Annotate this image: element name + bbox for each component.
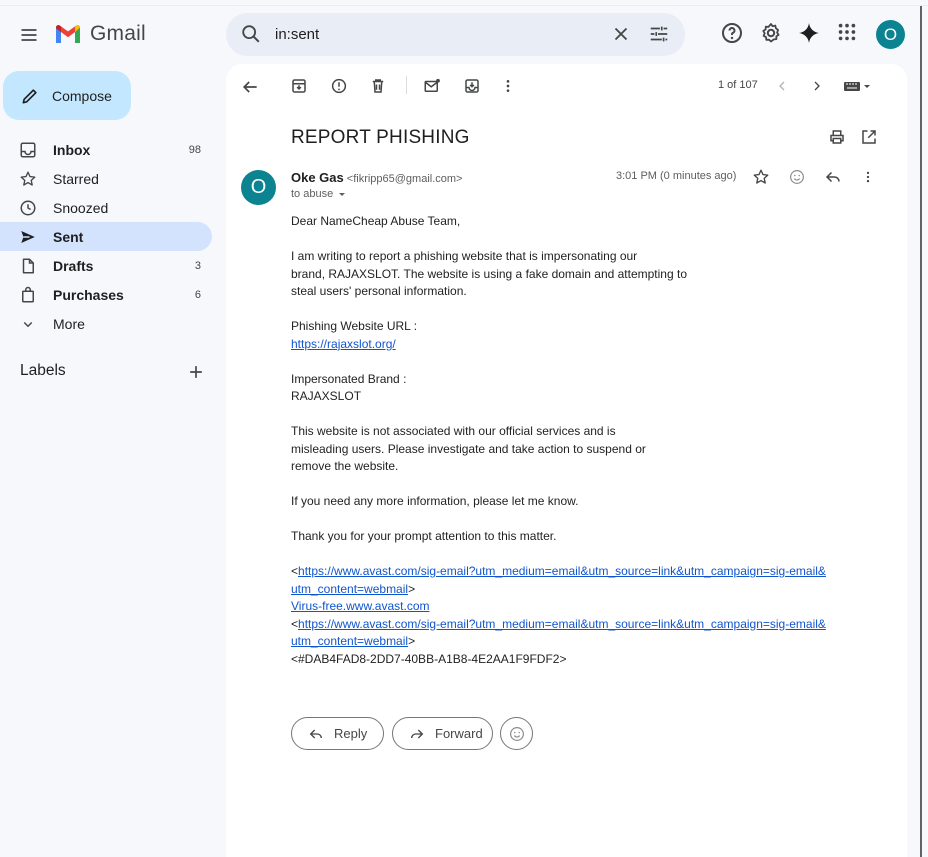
reply-icon [308, 726, 324, 742]
sidebar-item-sent[interactable] [0, 222, 212, 251]
open-in-new-window-icon[interactable] [860, 128, 878, 146]
delete-icon[interactable] [369, 77, 387, 95]
smiley-icon [508, 725, 526, 743]
body-line: This website is not associated with our official services and is [291, 424, 616, 438]
sidebar-item-snoozed[interactable] [0, 193, 212, 222]
back-arrow-icon[interactable] [240, 77, 260, 97]
avast-link-continued[interactable]: utm_content=webmail [291, 634, 409, 648]
clock-icon [19, 199, 37, 217]
gmail-m-icon [54, 23, 82, 45]
body-line: misleading users. Please investigate and take action to suspend or [291, 441, 646, 456]
clear-search-icon[interactable] [610, 23, 632, 45]
angle-open: < [291, 616, 299, 631]
compose-label: Compose [52, 87, 112, 104]
reply-icon[interactable] [824, 168, 842, 186]
top-divider [0, 0, 928, 6]
sidebar-item-starred[interactable] [0, 164, 212, 193]
gemini-sparkle-icon[interactable] [797, 21, 821, 45]
search-bar[interactable] [226, 13, 685, 56]
email-view-panel [226, 64, 907, 857]
sidebar-item-label: Snoozed [53, 199, 109, 216]
print-icon[interactable] [828, 128, 846, 146]
compose-button[interactable] [3, 71, 131, 120]
chevron-down-icon [19, 315, 37, 333]
avast-link-continued[interactable]: utm_content=webmail [291, 581, 409, 596]
forward-label: Forward [435, 726, 483, 741]
body-line: steal users' personal information. [291, 284, 467, 298]
add-reaction-icon[interactable] [788, 168, 806, 186]
body-line: Thank you for your prompt attention to this matter. [291, 529, 557, 543]
reply-label: Reply [334, 726, 368, 741]
toolbar-divider [406, 76, 407, 94]
gmail-logo[interactable] [54, 22, 146, 46]
sidebar-item-count: 3 [194, 259, 201, 272]
sender-email: <fikripp65@gmail.com> [346, 173, 463, 185]
star-icon[interactable] [752, 168, 770, 186]
apps-grid-icon[interactable] [836, 21, 858, 43]
email-timestamp: 3:01 PM (0 minutes ago) [616, 170, 737, 182]
emoji-reaction-button[interactable] [500, 717, 533, 750]
search-input[interactable]: in:sent [275, 26, 320, 43]
sidebar-nav [0, 135, 212, 338]
body-line: If you need any more information, please let me know. [291, 494, 579, 508]
sidebar-item-label: Drafts [53, 257, 94, 274]
star-icon [19, 170, 37, 188]
forward-button[interactable] [392, 717, 493, 750]
sidebar-item-count: 6 [194, 288, 201, 301]
footer-id: <#DAB4FAD8-2DD7-40BB-A1B8-4E2AA1F9FDF2> [291, 651, 567, 666]
body-line: remove the website. [291, 459, 399, 473]
recipient-text: to abuse [291, 188, 334, 200]
send-icon [19, 228, 37, 246]
move-to-icon[interactable] [463, 77, 481, 95]
body-line: Dear NameCheap Abuse Team, [291, 214, 461, 228]
sidebar-item-label: Sent [53, 228, 84, 245]
virus-free-link[interactable]: Virus-free.www.avast.com [291, 599, 430, 613]
sender-line [291, 170, 462, 185]
sidebar-item-label: Starred [53, 170, 99, 187]
more-vertical-icon[interactable] [861, 168, 875, 186]
main-menu-icon[interactable] [16, 22, 42, 48]
shopping-bag-icon [19, 286, 37, 304]
settings-icon[interactable] [759, 21, 783, 45]
forward-icon [409, 726, 425, 742]
pagination-text: 1 of 107 [718, 79, 758, 91]
add-label-icon[interactable] [186, 362, 206, 382]
search-icon[interactable] [240, 23, 262, 45]
report-spam-icon[interactable] [330, 77, 348, 95]
avast-link[interactable]: https://www.avast.com/sig-email?utm_medium=email&utm_source=link&utm_campaign=sig-email& [298, 564, 826, 578]
avast-link[interactable]: https://www.avast.com/sig-email?utm_medium=email&utm_source=link&utm_campaign=sig-email& [298, 616, 826, 631]
sidebar-item-label: Inbox [53, 141, 91, 158]
sidebar-item-label: More [53, 315, 85, 332]
account-avatar[interactable]: O [876, 20, 905, 49]
search-options-icon[interactable] [648, 23, 670, 45]
sidebar-item-purchases[interactable] [0, 280, 212, 309]
help-icon[interactable] [720, 21, 744, 45]
angle-close: > [408, 581, 416, 596]
email-body [291, 213, 851, 668]
labels-heading: Labels [20, 362, 66, 379]
sidebar-item-drafts[interactable] [0, 251, 212, 280]
recipient-line[interactable] [291, 188, 347, 200]
sidebar-item-label: Purchases [53, 286, 124, 303]
body-line: Impersonated Brand : [291, 371, 407, 386]
newer-chevron-icon[interactable] [774, 77, 790, 95]
body-line: Phishing Website URL : [291, 319, 418, 333]
more-vertical-icon[interactable] [500, 77, 516, 95]
sidebar-item-more[interactable] [0, 309, 212, 338]
sidebar-item-inbox[interactable] [0, 135, 212, 164]
mark-unread-icon[interactable] [423, 77, 441, 95]
older-chevron-icon[interactable] [809, 77, 825, 95]
sidebar-item-count: 98 [188, 143, 201, 156]
reply-button[interactable] [291, 717, 384, 750]
body-line: brand, RAJAXSLOT. The website is using a fake domain and attempting to [291, 266, 687, 281]
input-tools-keyboard-icon[interactable] [843, 77, 875, 95]
angle-close: > [408, 634, 416, 648]
recipient-dropdown-icon[interactable] [337, 189, 347, 199]
body-line: RAJAXSLOT [291, 389, 362, 403]
window-edge [920, 6, 922, 857]
phishing-url-link[interactable]: https://rajaxslot.org/ [291, 336, 396, 351]
app-title: Gmail [90, 22, 146, 45]
archive-icon[interactable] [290, 77, 308, 95]
draft-icon [19, 257, 37, 275]
body-line: I am writing to report a phishing website that is impersonating our [291, 249, 638, 263]
email-subject: REPORT PHISHING [291, 127, 470, 148]
angle-open: < [291, 564, 299, 578]
pencil-icon [20, 86, 40, 106]
sender-name[interactable]: Oke Gas [291, 170, 344, 185]
inbox-icon [19, 141, 37, 159]
sender-avatar[interactable]: O [241, 170, 276, 205]
